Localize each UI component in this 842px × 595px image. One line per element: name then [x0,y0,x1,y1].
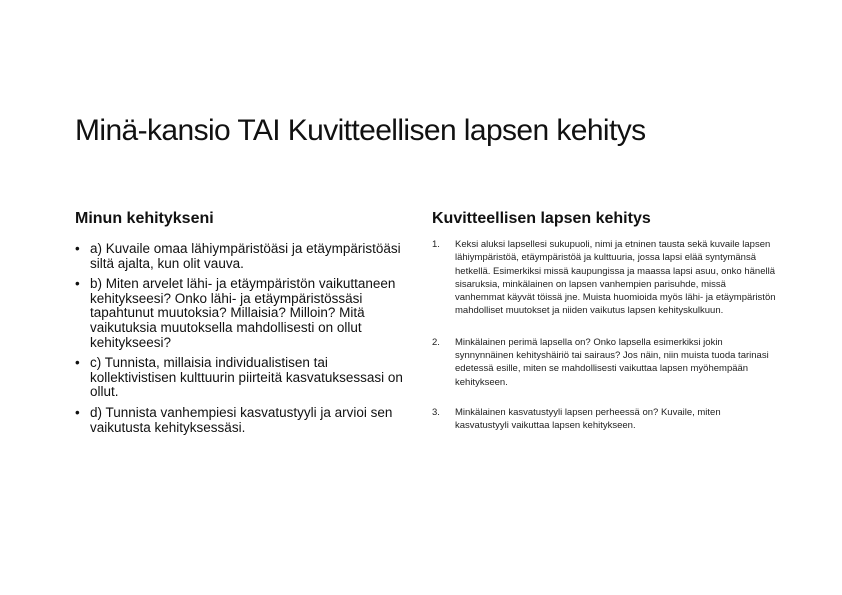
list-item-text: d) Tunnista vanhempiesi kasvatustyyli ja arvioi sen vaikutusta kehityksessäsi. [90,404,393,435]
list-item-number: 1. [432,239,440,250]
bullet-icon: • [75,355,80,371]
list-item-text: Minkälainen kasvatustyyli lapsen perheessä on? Kuvaile, miten kasvatustyyli vaikuttaa lapsen kehitykseen. [455,406,721,432]
list-item-text: Keksi aluksi lapsellesi sukupuoli, nimi ja etninen tausta sekä kuvaile lapsen lähiympäristöä, etäympäristöä ja kulttuuria, jossa lapsi elää syntymänsä hetkellä. Esimerkiksi missä kaupungissa ja maassa lapsi asuu, onko hänellä sisaruksia, minkälainen on lapsen vanhempien parisuhde, missä vanhemmat käyvät töissä jne. Muista huomioida myös lähi- ja etäympäristön mahdolliset muutokset ja niiden vaikutus lapsen kehityskulkuun. [455,239,776,317]
section-heading-my-development: Minun kehitykseni [75,210,214,227]
bullet-icon: • [75,276,80,292]
list-item-text: c) Tunnista, millaisia individualistisen tai kollektivistisen kulttuurin piirteitä kasvatuksessasi on ollut. [90,355,403,400]
page-title: Minä-kansio TAI Kuvitteellisen lapsen kehitys [75,114,646,147]
list-item [432,406,777,433]
list-item [75,406,415,435]
list-item [75,277,415,350]
list-item-text: b) Miten arvelet lähi- ja etäympäristön vaikuttaneen kehitykseesi? Onko lähi- ja etäympäristössäsi tapahtunut muutoksia? Millaisia? Milloin? Mitä vaikutuksia muutoksella mahdollisesti on ollut kehitykseesi? [90,276,396,350]
list-item [75,242,415,271]
list-item [75,356,415,400]
bullet-icon: • [75,241,80,256]
list-item-text: a) Kuvaile omaa lähiympäristöäsi ja etäympäristöäsi siltä ajalta, kun olit vauva. [90,241,401,271]
bullet-list [75,242,415,441]
list-item-number: 2. [432,336,440,348]
list-item-text: Minkälainen perimä lapsella on? Onko lapsella esimerkiksi jokin synnynnäinen kehityshäiriö tai sairaus? Jos näin, niin muista tuoda tarinasi edetessä esille, miten se mahdollisesti vaikuttaa lapsen myöhempään kehitykseen. [455,336,769,388]
bullet-icon: • [75,404,80,420]
list-item-number: 3. [432,406,440,418]
section-heading-imaginary-child: Kuvitteellisen lapsen kehitys [432,210,651,227]
list-item [432,336,777,389]
numbered-list [432,238,777,433]
list-item [432,238,777,318]
